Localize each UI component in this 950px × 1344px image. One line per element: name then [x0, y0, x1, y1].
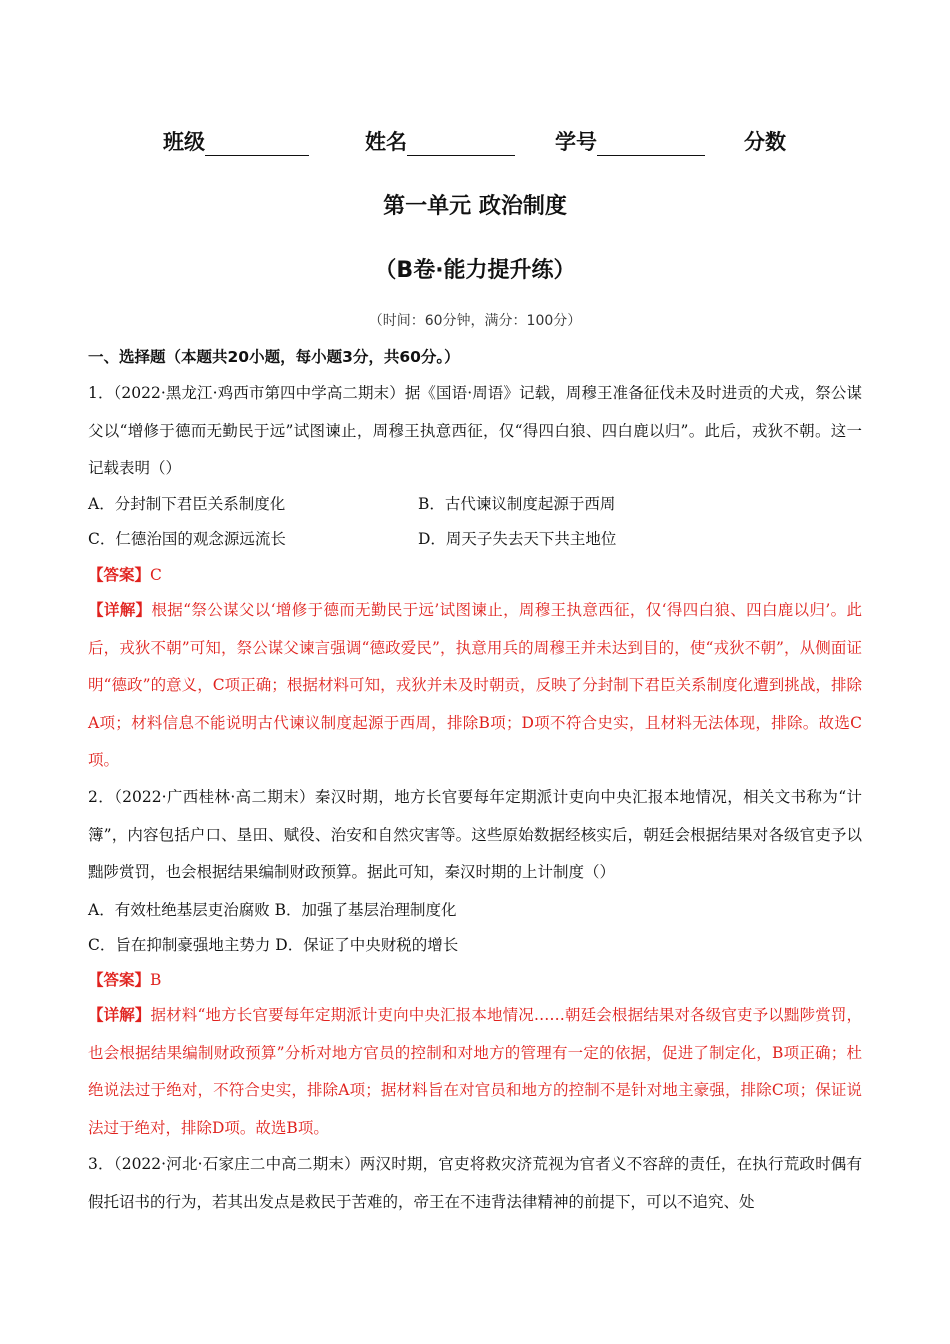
- score-label: 分数: [744, 130, 786, 154]
- student-id-field: [555, 126, 705, 156]
- class-blank: [205, 133, 309, 156]
- question-1-option-b: B．古代谏议制度起源于西周: [418, 495, 616, 513]
- question-1-stem: 1．（2022·黑龙江·鸡西市第四中学高二期末）据《国语·周语》记载，周穆王准备征伐未及时进贡的犬戎，祭公谋父以“增修于德而无勤民于远”试图谏止，周穆王执意西征，仅“得四白狼、四白鹿以归”。此后，戎狄不朝。这一记载表明（）: [88, 384, 862, 477]
- question-2-options-ab: A．有效杜绝基层吏治腐败 B．加强了基层治理制度化: [88, 901, 457, 919]
- question-1-answer: [88, 563, 162, 585]
- answer-tag: 【答案】: [88, 970, 151, 989]
- question-1-option-c: C．仁德治国的观念源远流长: [88, 530, 286, 548]
- question-2-stem: 2．（2022·广西桂林·高二期末）秦汉时期，地方长官要每年定期派计吏向中央汇报本地情况，相关文书称为“计簿”，内容包括户口、垦田、赋役、治安和自然灾害等。这些原始数据经核实后，朝廷会根据结果对各级官吏予以黜陟赏罚，也会根据结果编制财政预算。据此可知，秦汉时期的上计制度（）: [88, 788, 862, 881]
- unit-title: 第一单元 政治制度: [383, 194, 567, 219]
- class-label: 班级: [163, 130, 205, 154]
- question-3-stem: 3．（2022·河北·石家庄二中高二期末）两汉时期，官吏将救灾济荒视为官者义不容辞的责任，在执行荒政时偶有假托诏书的行为，若其出发点是救民于苦难的，帝王在不违背法律精神的前提下，可以不追究、处: [88, 1155, 862, 1211]
- detail-text: 根据“祭公谋父以‘增修于德而无勤民于远’试图谏止，周穆王执意西征，仅‘得四白狼、四白鹿以归’。此后，戎狄不朝”可知，祭公谋父谏言强调“德政爱民”，执意用兵的周穆王并未达到目的，使“戎狄不朝”，从侧面证明“德政”的意义，C项正确；根据材料可知，戎狄并未及时朝贡，反映了分封制下君臣关系制度化遭到挑战，排除A项；材料信息不能说明古代谏议制度起源于西周，排除B项；D项不符合史实，且材料无法体现，排除。故选C项。: [88, 601, 862, 769]
- answer-value: C: [150, 566, 162, 584]
- detail-text: 据材料“地方长官要每年定期派计吏向中央汇报本地情况……朝廷会根据结果对各级官吏予以黜陟赏罚，也会根据结果编制财政预算”分析对地方官员的控制和对地方的管理有一定的依据，促进了制定化，B项正确；杜绝说法过于绝对，不符合史实，排除A项；据材料旨在对官员和地方的控制不是针对地主豪强，排除C项；保证说法过于绝对，排除D项。故选B项。: [88, 1006, 862, 1137]
- name-field: [365, 126, 515, 156]
- question-1-option-a: A．分封制下君臣关系制度化: [88, 495, 286, 513]
- student-info-line: [0, 126, 950, 158]
- detail-tag: 【详解】: [88, 600, 152, 619]
- answer-tag: 【答案】: [88, 565, 151, 584]
- question-2-answer: [88, 968, 161, 990]
- question-2-options-cd: C．旨在抑制豪强地主势力 D．保证了中央财税的增长: [88, 936, 459, 954]
- paper-subtitle: （B卷·能力提升练）: [374, 258, 576, 283]
- score-field: [744, 126, 786, 156]
- class-field: [163, 126, 309, 156]
- student-id-label: 学号: [555, 130, 597, 154]
- question-2-detail: [88, 996, 862, 1147]
- time-note: （时间：60分钟，满分：100分）: [368, 313, 582, 329]
- detail-tag: 【详解】: [88, 1005, 151, 1024]
- answer-value: B: [150, 971, 162, 989]
- name-label: 姓名: [365, 130, 407, 154]
- question-1-option-d: D．周天子失去天下共主地位: [418, 530, 617, 548]
- section-heading: 一、选择题（本题共20小题，每小题3分，共60分。）: [88, 348, 460, 366]
- question-1-detail: [88, 591, 862, 780]
- name-blank: [407, 133, 515, 156]
- student-id-blank: [597, 133, 705, 156]
